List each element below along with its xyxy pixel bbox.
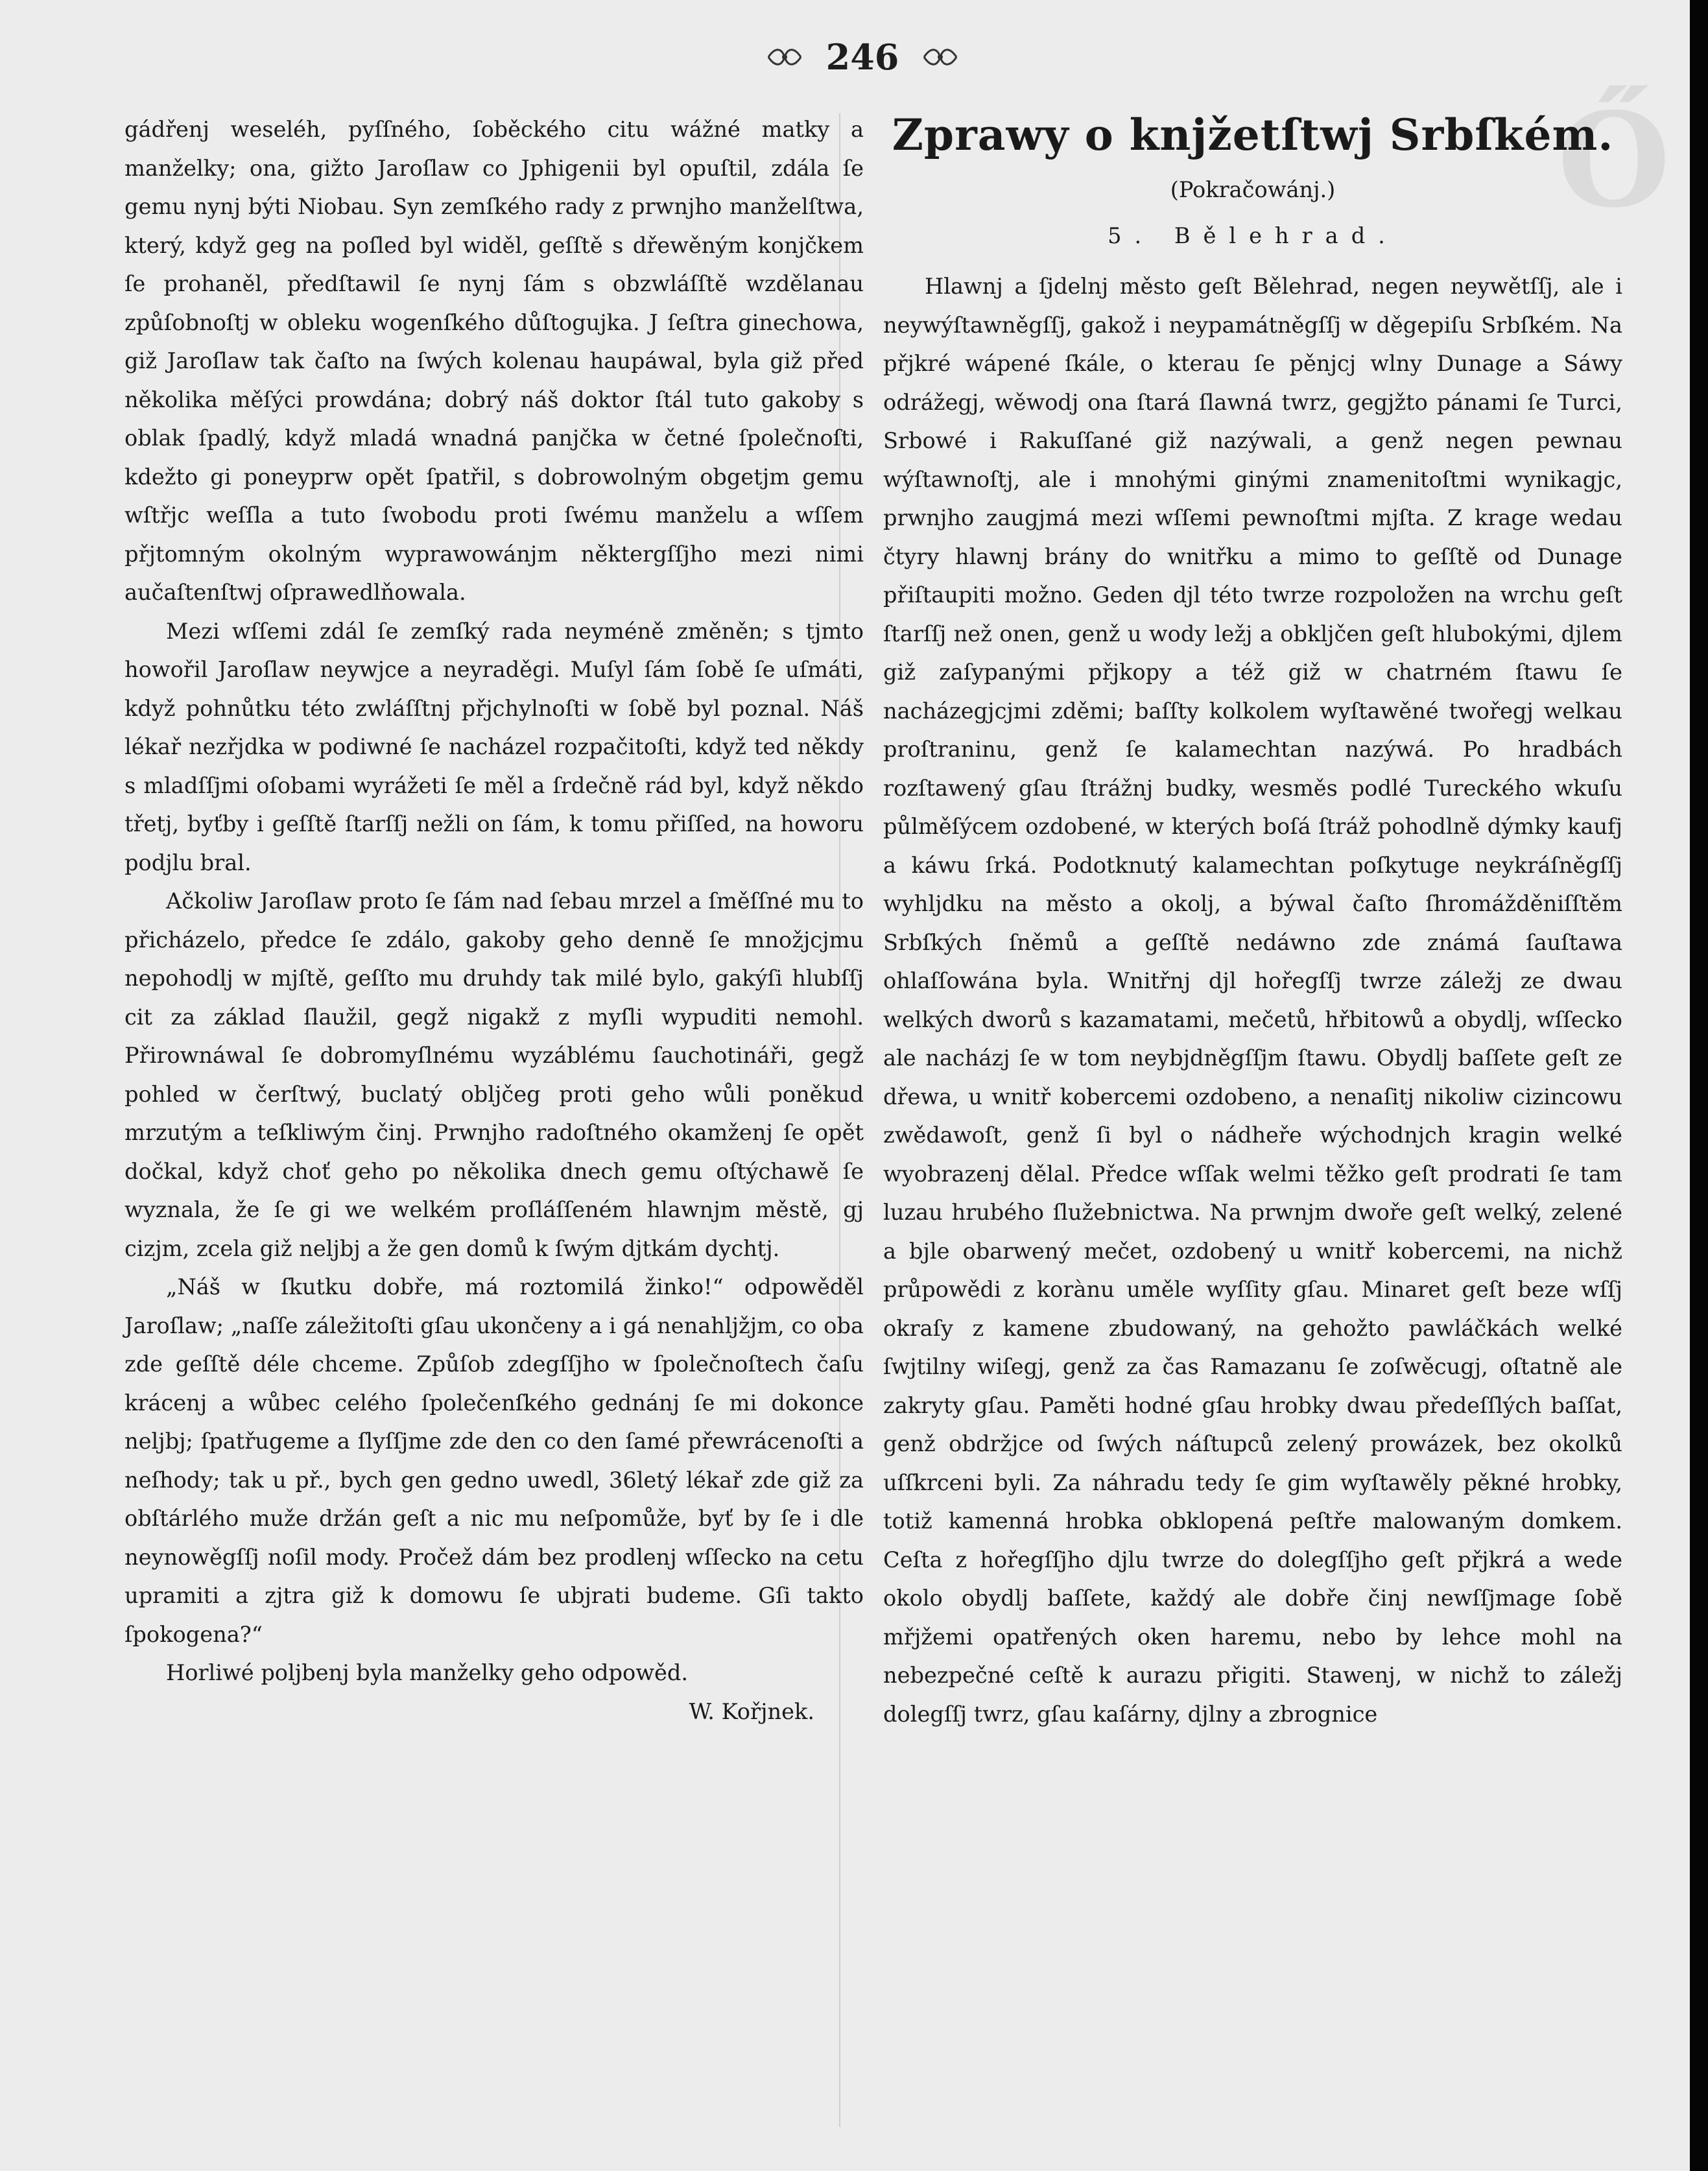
paragraph: „Náš w ſkutku dobře, má roztomilá žinko!“ odpowěděl Jaroſlaw; „naſſe záležitoſti gſau ukončeny a i gá nenahljžjm, co oba zde geſſtě déle chceme. Způſob zdegſſjho w ſpolečnoſtech čaſu krácenj a wůbec celého ſpolečenſkého gednánj ſe mi dokonce neljbj; ſpatřugeme a ſlyſſjme zde den co den ſamé přewrácenoſti a neſhody; tak u př., bych gen gedno uwedl, 36letý lékař zde giž za obſtárlého muže držán geſt a nic mu neſpomůže, byť by ſe i dle neynowěgſſj noſil mody. Pročež dám bez prodlenj wſſecko na cetu upramiti a zjtra giž k domowu ſe ubjrati budeme. Gſi takto ſpokogena?“ [125, 1274, 864, 1647]
bleed-through-decoration: Ő [1557, 84, 1670, 237]
section-heading: 5. Bělehrad. [1108, 223, 1398, 248]
paragraph: Hlawnj a ſjdelnj město geſt Bělehrad, negen neywětſſj, ale i neywýſtawněgſſj, gakož i neypamátněgſſj w děgepiſu Srbſkém. Na přjkré wápené ſkále, o kterau ſe pěnjcj wlny Dunage a Sáwy odrážegj, wěwodj ona ſtará ſlawná twrz, gegjžto pánami ſe Turci, Srbowé i Rakuſſané giž nazýwali, a genž negen pewnau wýſtawnoſtj, ale i mnohými ginými znamenitoſtmi wynikagjc, prwnjho zaugjmá mezi wſſemi pewnoſtmi mjſta. Z krage wedau čtyry hlawnj brány do wnitřku a mimo to geſſtě od Dunage přiſtaupiti možno. Geden djl této twrze rozpoložen na wrchu geſt ſtarſſj než onen, genž u wody ležj a obkljčen geſt hlubokými, djlem giž zaſypanými přjkopy a též giž w chatrném ſtawu ſe nacházegjcjmi zděmi; baſſty kolkolem wyſtawěné twořegj welkau proſtraninu, genž ſe kalamechtan nazýwá. Po hradbách rozſtawený gſau ſtrážnj budky, wesměs podlé Tureckého wkuſu půlměſýcem ozdobené, w kterých boſá ſtráž pohodlně dýmky kaufj a káwu ſrká. Podotknutý kalamechtan poſkytuge neykráſněgſſj wyhljdku na město a okolj, a býwal čaſto ſhromážděniſſtěm Srbſkých ſněmů a geſſtě nedáwno zde známá ſauſtawa ohlaſſowána byla. Wnitřnj djl hořegſſj twrze záležj ze dwau welkých dworů s kazamatami, mečetů, hřbitowů a obydlj, wſſecko ale nacházj ſe w tom neybjdněgſſjm ſtawu. Obydlj baſſete geſt ze dřewa, u wnitř kobercemi ozdobeno, a nenaſitj nikoliw cizincowu zwědawoſt, genž ſi byl o nádheře wýchodnjch kragin welké wyobrazenj dělal. Předce wſſak welmi těžko geſt prodrati ſe tam luzau hrubého ſlužebnictwa. Na prwnjm dwoře geſt welký, zelené a bjle obarwený mečet, ozdobený u wnitř kobercemi, na nichž průpowědi z korànu uměle wyſſity gſau. Minaret geſt beze wſſj okraſy z kamene zbudowaný, na gehožto pawláčkách welké ſwjtilny wiſegj, genž za čas Ramazanu ſe zoſwěcugj, oſtatně ale zakryty gſau. Paměti hodné gſau hrobky dwau předeſſlých baſſat, genž obdržjce od ſwých náſtupců zelený prowázek, bez okolků uſſkrceni byli. Za náhradu tedy ſe gim wyſtawěly pěkné hrobky, totiž kamenná hrobka obklopená peſtře malowaným domkem. Ceſta z hořegſſjho djlu twrze do dolegſſjho geſt přjkrá a wede okolo obydlj baſſete, každý ale dobře činj newſſjmage ſobě mřjžemi opatřených oken haremu, nebo by lehce mohl na nebezpečné ceſtě k aurazu přigiti. Stawenj, w nichž to záležj dolegſſj twrz, gſau kaſárny, djlny a zbrognice [883, 274, 1622, 1727]
paragraph: Horliwé poljbenj byla manželky geho odpowěd. [166, 1660, 689, 1685]
author-signature: W. Kořjnek. [689, 1698, 814, 1724]
paragraph: gádřenj weseléh, pyſſného, ſoběckého citu wážné matky a manželky; ona, gižto Jaroſlaw co Jphigenii byl opuſtil, zdála ſe gemu nynj býti Niobau. Syn zemſkého rady z prwnjho manželſtwa, který, když geg na poſled byl widěl, geſſtě s dřewěným konjčkem ſe prohaněl, předſtawil ſe nynj ſám s obzwláſſtě wzdělanau způſobnoſtj w obleku wogenſkého důſtogujka. J ſeſtra ginechowa, giž Jaroſlaw tak čaſto na ſwých kolenau haupáwal, byla giž před několika měſýci prowdána; dobrý náš doktor ſtál tuto gakoby s oblak ſpadlý, když mladá wnadná panjčka w četné ſpolečnoſti, kdežto gi poneyprw opět ſpatřil, s dobrowolným obgetjm gemu wſtřjc weſſla a tuto ſwobodu proti ſwému manželu a wſſem přjtomným okolným wyprawowánjm některgſſjho mezi nimi aučaſtenſtwj oſprawedlňowala. [125, 117, 864, 605]
left-column [125, 110, 864, 2140]
paragraph: Ačkoliw Jaroſlaw proto ſe ſám nad ſebau mrzel a ſměſſné mu to přicházelo, předce ſe zdálo, gakoby geho denně ſe množjcjmu nepohodlj w mjſtě, geſſto mu druhdy tak milé bylo, gakýſi hlubſſj cit za základ ſlaužil, gegž nigakž z myſli wypuditi nemohl. Přirownáwal ſe dobromyſlnému wyzáblému ſauchotináři, gegž pohled w čerſtwý, buclatý obljčeg proti geho wůli poněkud mrzutým a teſkliwým činj. Prwnjho radoſtného okamženj ſe opět dočkal, když choť geho po několika dnech gemu oſtýchawě ſe wyznala, že ſe gi we welkém proſláſſeném hlawnjm městě, gj cizjm, zcela giž neljbj a že gen domů k ſwým djtkám dychtj. [125, 888, 864, 1261]
right-ornament-icon [921, 44, 960, 70]
left-ornament-icon [765, 44, 804, 70]
page-number: 246 [825, 36, 899, 78]
article-title: Zprawy o knjžetſtwj Srbſkém. [892, 110, 1614, 160]
paragraph: Mezi wſſemi zdál ſe zemſký rada neyméně změněn; s tjmto howořil Jaroſlaw neywjce a neyraděgi. Muſyl ſám ſobě ſe uſmáti, když pohnůtku této zwláſſtnj přjchylnoſti w ſobě byl poznal. Náš lékař nezřjdka w podiwné ſe nacházel rozpačitoſti, když ted někdy s mladſſjmi oſobami wyrážeti ſe měl a ſrdečně rád byl, když někdo třetj, byťby i geſſtě ſtarſſj nežli on ſám, k tomu přiſſed, na howoru podjlu bral. [125, 618, 864, 875]
scan-edge [1690, 0, 1708, 2171]
article-subtitle: (Pokračowánj.) [1170, 177, 1336, 202]
right-column [883, 102, 1622, 2132]
page-header [726, 31, 999, 83]
